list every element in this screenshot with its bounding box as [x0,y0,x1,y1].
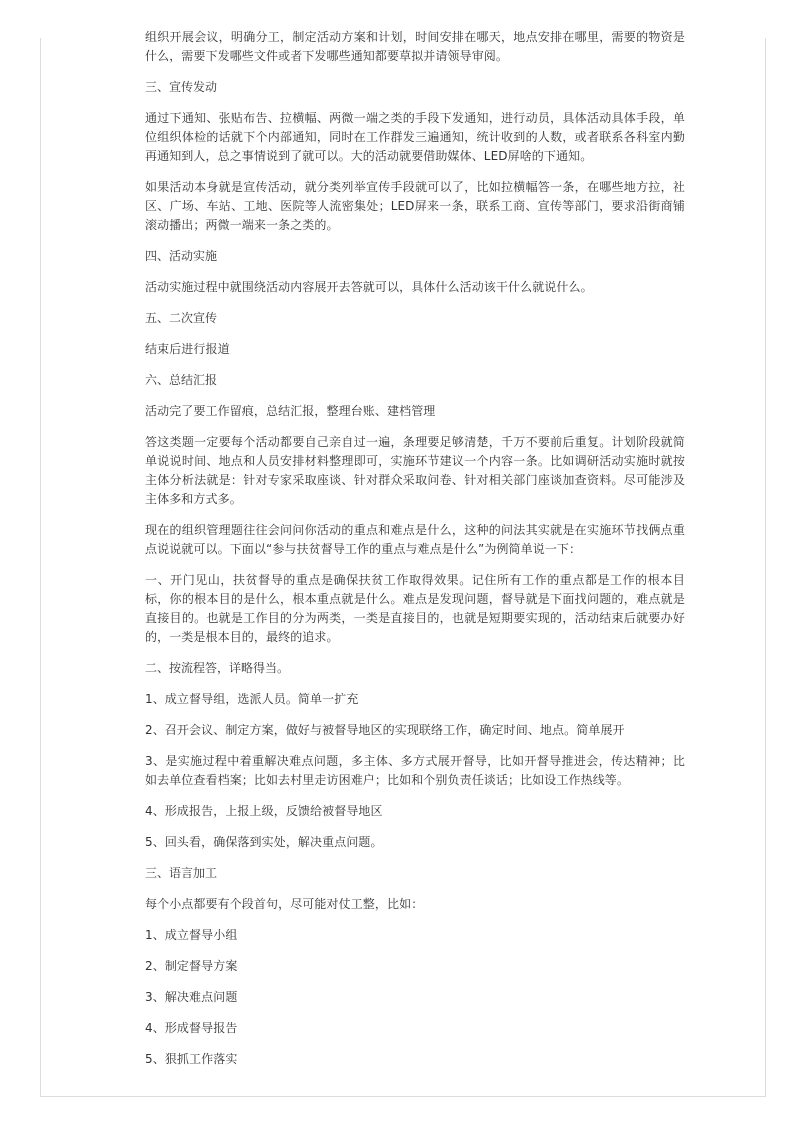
paragraph-implementation: 活动实施过程中就围绕活动内容展开去答就可以，具体什么活动该干什么就说什么。 [145,280,593,294]
list-item-summary-2: 2、制定督导方案 [145,959,238,973]
list-item-step-3: 3、是实施过程中着重解决难点问题，多主体、多方式展开督导，比如开督导推进会，传达精神；比如去单位查看档案；比如去村里走访困难户；比如和个别负责任谈话；比如设工作热线等。 [145,754,685,787]
document-page [40,30,766,1097]
heading-implementation: 四、活动实施 [145,249,218,263]
heading-process-answer: 二、按流程答，详略得当。 [145,661,290,675]
paragraph-language-polish: 每个小点都要有个段首句，尽可能对仗工整，比如： [145,897,424,911]
paragraph-publicity-activity: 如果活动本身就是宣传活动，就分类列举宣传手段就可以了，比如拉横幅答一条，在哪些地方拉，社区、广场、车站、工地、医院等人流密集处；LED屏来一条，联系工商、宣传等部门，要求沿街商铺滚动播出；两微一端来一条之类的。 [145,180,685,232]
list-item-summary-3: 3、解决难点问题 [145,990,238,1004]
list-item-summary-4: 4、形成督导报告 [145,1021,238,1035]
paragraph-point-one: 一、开门见山，扶贫督导的重点是确保扶贫工作取得效果。记住所有工作的重点都是工作的根本目标，你的根本目的是什么，根本重点就是什么。难点是发现问题，督导就是下面找问题的，难点就是直接目的。也就是工作目的分为两类，一类是直接目的，也就是短期要实现的，活动结束后就要办好的，一类是根本目的，最终的追求。 [145,573,685,644]
paragraph-publicity-methods: 通过下通知、张贴布告、拉横幅、两微一端之类的手段下发通知，进行动员，具体活动具体手段，单位组织体检的话就下个内部通知，同时在工作群发三遍通知，统计收到的人数，或者联系各科室内勤再通知到人，总之事情说到了就可以。大的活动就要借助媒体、LED屏啥的下通知。 [145,111,685,163]
heading-publicity: 三、宣传发动 [145,80,218,94]
list-item-summary-1: 1、成立督导小组 [145,928,238,942]
paragraph-planning-cont: 组织开展会议，明确分工，制定活动方案和计划，时间安排在哪天，地点安排在哪里，需要的物资是什么，需要下发哪些文件或者下发哪些通知都要草拟并请领导审阅。 [145,30,685,63]
list-item-step-2: 2、召开会议、制定方案，做好与被督导地区的实现联络工作，确定时间、地点。简单展开 [145,723,625,737]
paragraph-answer-tips: 答这类题一定要每个活动都要自己亲自过一遍，条理要足够清楚，千万不要前后重复。计划阶段就简单说说时间、地点和人员安排材料整理即可，实施环节建议一个内容一条。比如调研活动实施时就按主体分析法就是：针对专家采取座谈、针对群众采取问卷、针对相关部门座谈加查资料。尽可能涉及主体多和方式多。 [145,435,685,506]
document-body [145,30,685,1081]
list-item-step-1: 1、成立督导组，选派人员。简单一扩充 [145,692,359,706]
list-item-step-4: 4、形成报告，上报上级，反馈给被督导地区 [145,804,383,818]
heading-language-polish: 三、语言加工 [145,866,218,880]
paragraph-summary-report: 活动完了要工作留痕，总结汇报，整理台账、建档管理 [145,404,436,418]
paragraph-second-publicity: 结束后进行报道 [145,342,230,356]
heading-summary-report: 六、总结汇报 [145,373,218,387]
paragraph-key-difficult-points: 现在的组织管理题往往会问问你活动的重点和难点是什么，这种的问法其实就是在实施环节找俩点重点说说就可以。下面以“参与扶贫督导工作的重点与难点是什么”为例简单说一下： [145,523,685,556]
list-item-step-5: 5、回头看，确保落到实处，解决重点问题。 [145,835,383,849]
heading-second-publicity: 五、二次宣传 [145,311,218,325]
list-item-summary-5: 5、狠抓工作落实 [145,1052,238,1066]
